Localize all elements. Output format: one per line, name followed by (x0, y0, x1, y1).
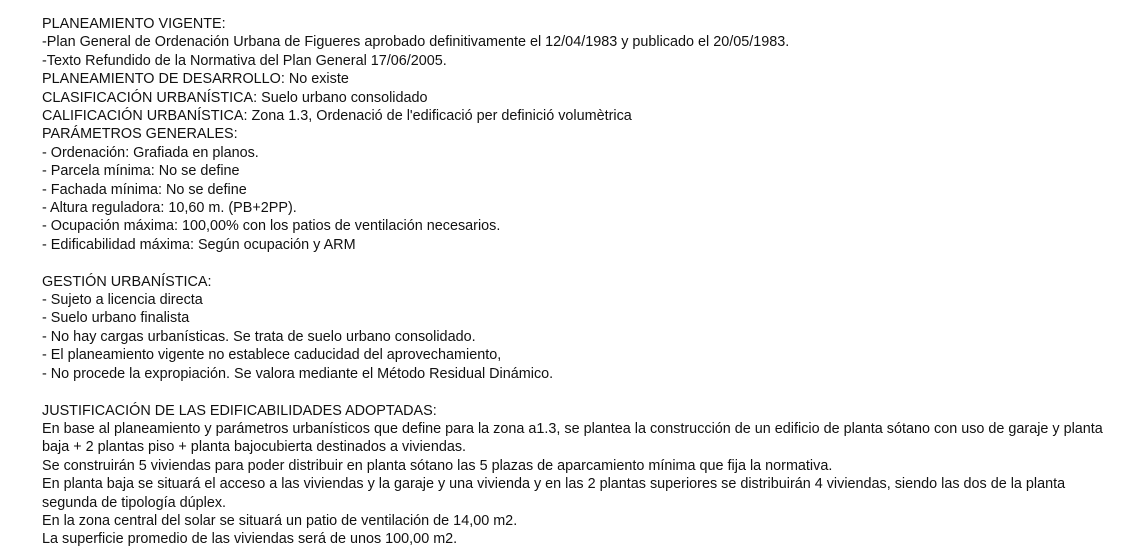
parametro-item: - Parcela mínima: No se define (42, 163, 240, 180)
gestion-item: - No hay cargas urbanísticas. Se trata de suelo urbano consolidado. (42, 328, 476, 345)
justificacion-paragraph: La superficie promedio de las viviendas será de unos 100,00 m2. (42, 531, 458, 548)
justificacion-heading: JUSTIFICACIÓN DE LAS EDIFICABILIDADES ADOPTADAS: (42, 402, 437, 419)
planeamiento-item-plan-general: -Plan General de Ordenación Urbana de Figueres aprobado definitivamente el 12/04/1983 y publicado el 20/05/1983. (42, 34, 790, 51)
parametro-item: - Ocupación máxima: 100,00% con los patios de ventilación necesarios. (42, 218, 501, 235)
blank-line (42, 383, 1122, 401)
planeamiento-heading: PLANEAMIENTO VIGENTE: (42, 16, 226, 32)
calificacion-urbanistica: CALIFICACIÓN URBANÍSTICA: Zona 1.3, Ordenació de l'edificació per definició volumètrica (42, 108, 632, 125)
planeamiento-desarrollo: PLANEAMIENTO DE DESARROLLO: No existe (42, 71, 349, 88)
gestion-item: - El planeamiento vigente no establece caducidad del aprovechamiento, (42, 347, 502, 364)
blank-line (42, 254, 1122, 272)
justificacion-paragraph: En la zona central del solar se situará un patio de ventilación de 14,00 m2. (42, 512, 518, 529)
justificacion-paragraph: En planta baja se situará el acceso a las viviendas y la garaje y una vivienda y en las 2 plantas superiores se distribuirán 4 viviendas, siendo las dos de la planta segunda de tipología dúplex. (42, 476, 1066, 511)
planeamiento-item-texto-refundido: -Texto Refundido de la Normativa del Plan General 17/06/2005. (42, 52, 447, 69)
parametro-item: - Fachada mínima: No se define (42, 181, 247, 198)
justificacion-paragraph: Se construirán 5 viviendas para poder distribuir en planta sótano las 5 plazas de aparcamiento mínima que fija la normativa. (42, 457, 833, 474)
gestion-item: - Suelo urbano finalista (42, 310, 190, 327)
document-body (42, 15, 1122, 549)
justificacion-paragraph: En base al planeamiento y parámetros urbanísticos que define para la zona a1.3, se plantea la construcción de un edificio de planta sótano con uso de garaje y planta baja + 2 plantas piso + planta bajocubierta destinados a viviendas. (42, 420, 1103, 456)
gestion-heading: GESTIÓN URBANÍSTICA: (42, 273, 212, 290)
parametro-item: - Altura reguladora: 10,60 m. (PB+2PP). (42, 200, 297, 217)
parametro-item: - Edificabilidad máxima: Según ocupación y ARM (42, 236, 356, 253)
gestion-item: - Sujeto a licencia directa (42, 292, 203, 309)
parametros-heading: PARÁMETROS GENERALES: (42, 126, 238, 143)
parametro-item: - Ordenación: Grafiada en planos. (42, 144, 259, 161)
clasificacion-urbanistica: CLASIFICACIÓN URBANÍSTICA: Suelo urbano consolidado (42, 89, 428, 106)
gestion-item: - No procede la expropiación. Se valora mediante el Método Residual Dinámico. (42, 365, 554, 382)
